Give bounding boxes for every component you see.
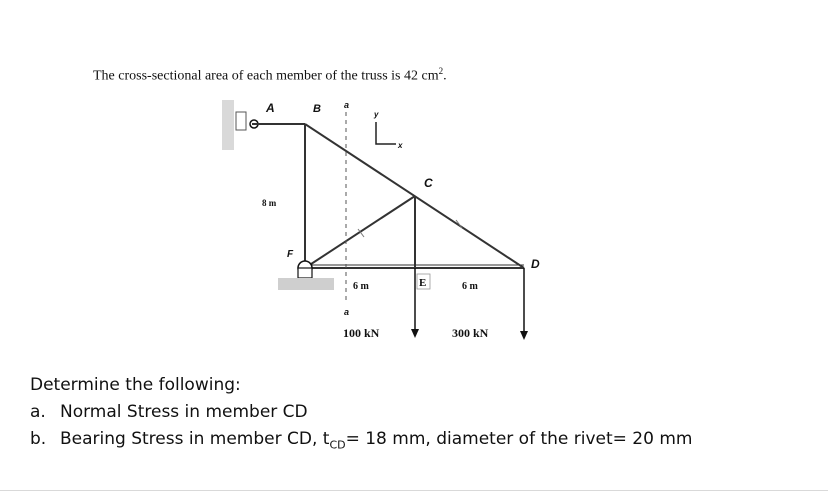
node-label-e: E bbox=[419, 277, 427, 289]
truss-members bbox=[252, 124, 524, 268]
y-axis-label: y bbox=[374, 110, 379, 119]
axis-lines bbox=[376, 122, 396, 144]
node-label-a: A bbox=[266, 101, 275, 115]
questions-block bbox=[30, 372, 692, 458]
axis-symbol bbox=[373, 110, 403, 150]
question-b-index: b. bbox=[30, 429, 47, 449]
question-b bbox=[30, 426, 692, 458]
question-a bbox=[30, 399, 692, 426]
questions-title: Determine the following: bbox=[30, 375, 241, 395]
question-b-text-end: = 18 mm, diameter of the rivet= 20 mm bbox=[345, 429, 693, 449]
dimension-left-span: 6 m bbox=[353, 281, 369, 292]
question-a-index: a. bbox=[30, 402, 46, 422]
area-unit-superscript: 2 bbox=[438, 66, 444, 76]
problem-statement-text: The cross-sectional area of each member of the truss is 42 cm bbox=[93, 68, 439, 84]
load-right: 300 kN bbox=[452, 326, 489, 340]
load-arrow-left-head bbox=[411, 329, 419, 338]
ground-block bbox=[278, 278, 334, 290]
problem-statement-suffix: . bbox=[443, 68, 447, 84]
section-label-bottom: a bbox=[344, 307, 350, 317]
wall-bracket bbox=[236, 112, 246, 130]
wall-block bbox=[222, 100, 234, 150]
load-arrows bbox=[415, 268, 524, 332]
node-label-b: B bbox=[313, 103, 321, 115]
question-b-subscript: CD bbox=[329, 438, 346, 452]
node-label-c: C bbox=[424, 176, 433, 190]
pin-bracket bbox=[298, 268, 312, 278]
section-label-top: a bbox=[344, 100, 350, 110]
bottom-divider bbox=[0, 490, 828, 491]
dimension-right-span: 6 m bbox=[462, 281, 478, 292]
dimension-height: 8 m bbox=[262, 198, 277, 208]
node-label-f: F bbox=[287, 249, 294, 260]
load-left: 100 kN bbox=[343, 326, 380, 340]
question-b-text: Bearing Stress in member CD, t bbox=[60, 429, 330, 449]
question-a-text: Normal Stress in member CD bbox=[60, 402, 308, 422]
node-label-d: D bbox=[531, 257, 540, 271]
load-arrow-right-head bbox=[520, 331, 528, 340]
x-axis-label: x bbox=[398, 141, 403, 150]
